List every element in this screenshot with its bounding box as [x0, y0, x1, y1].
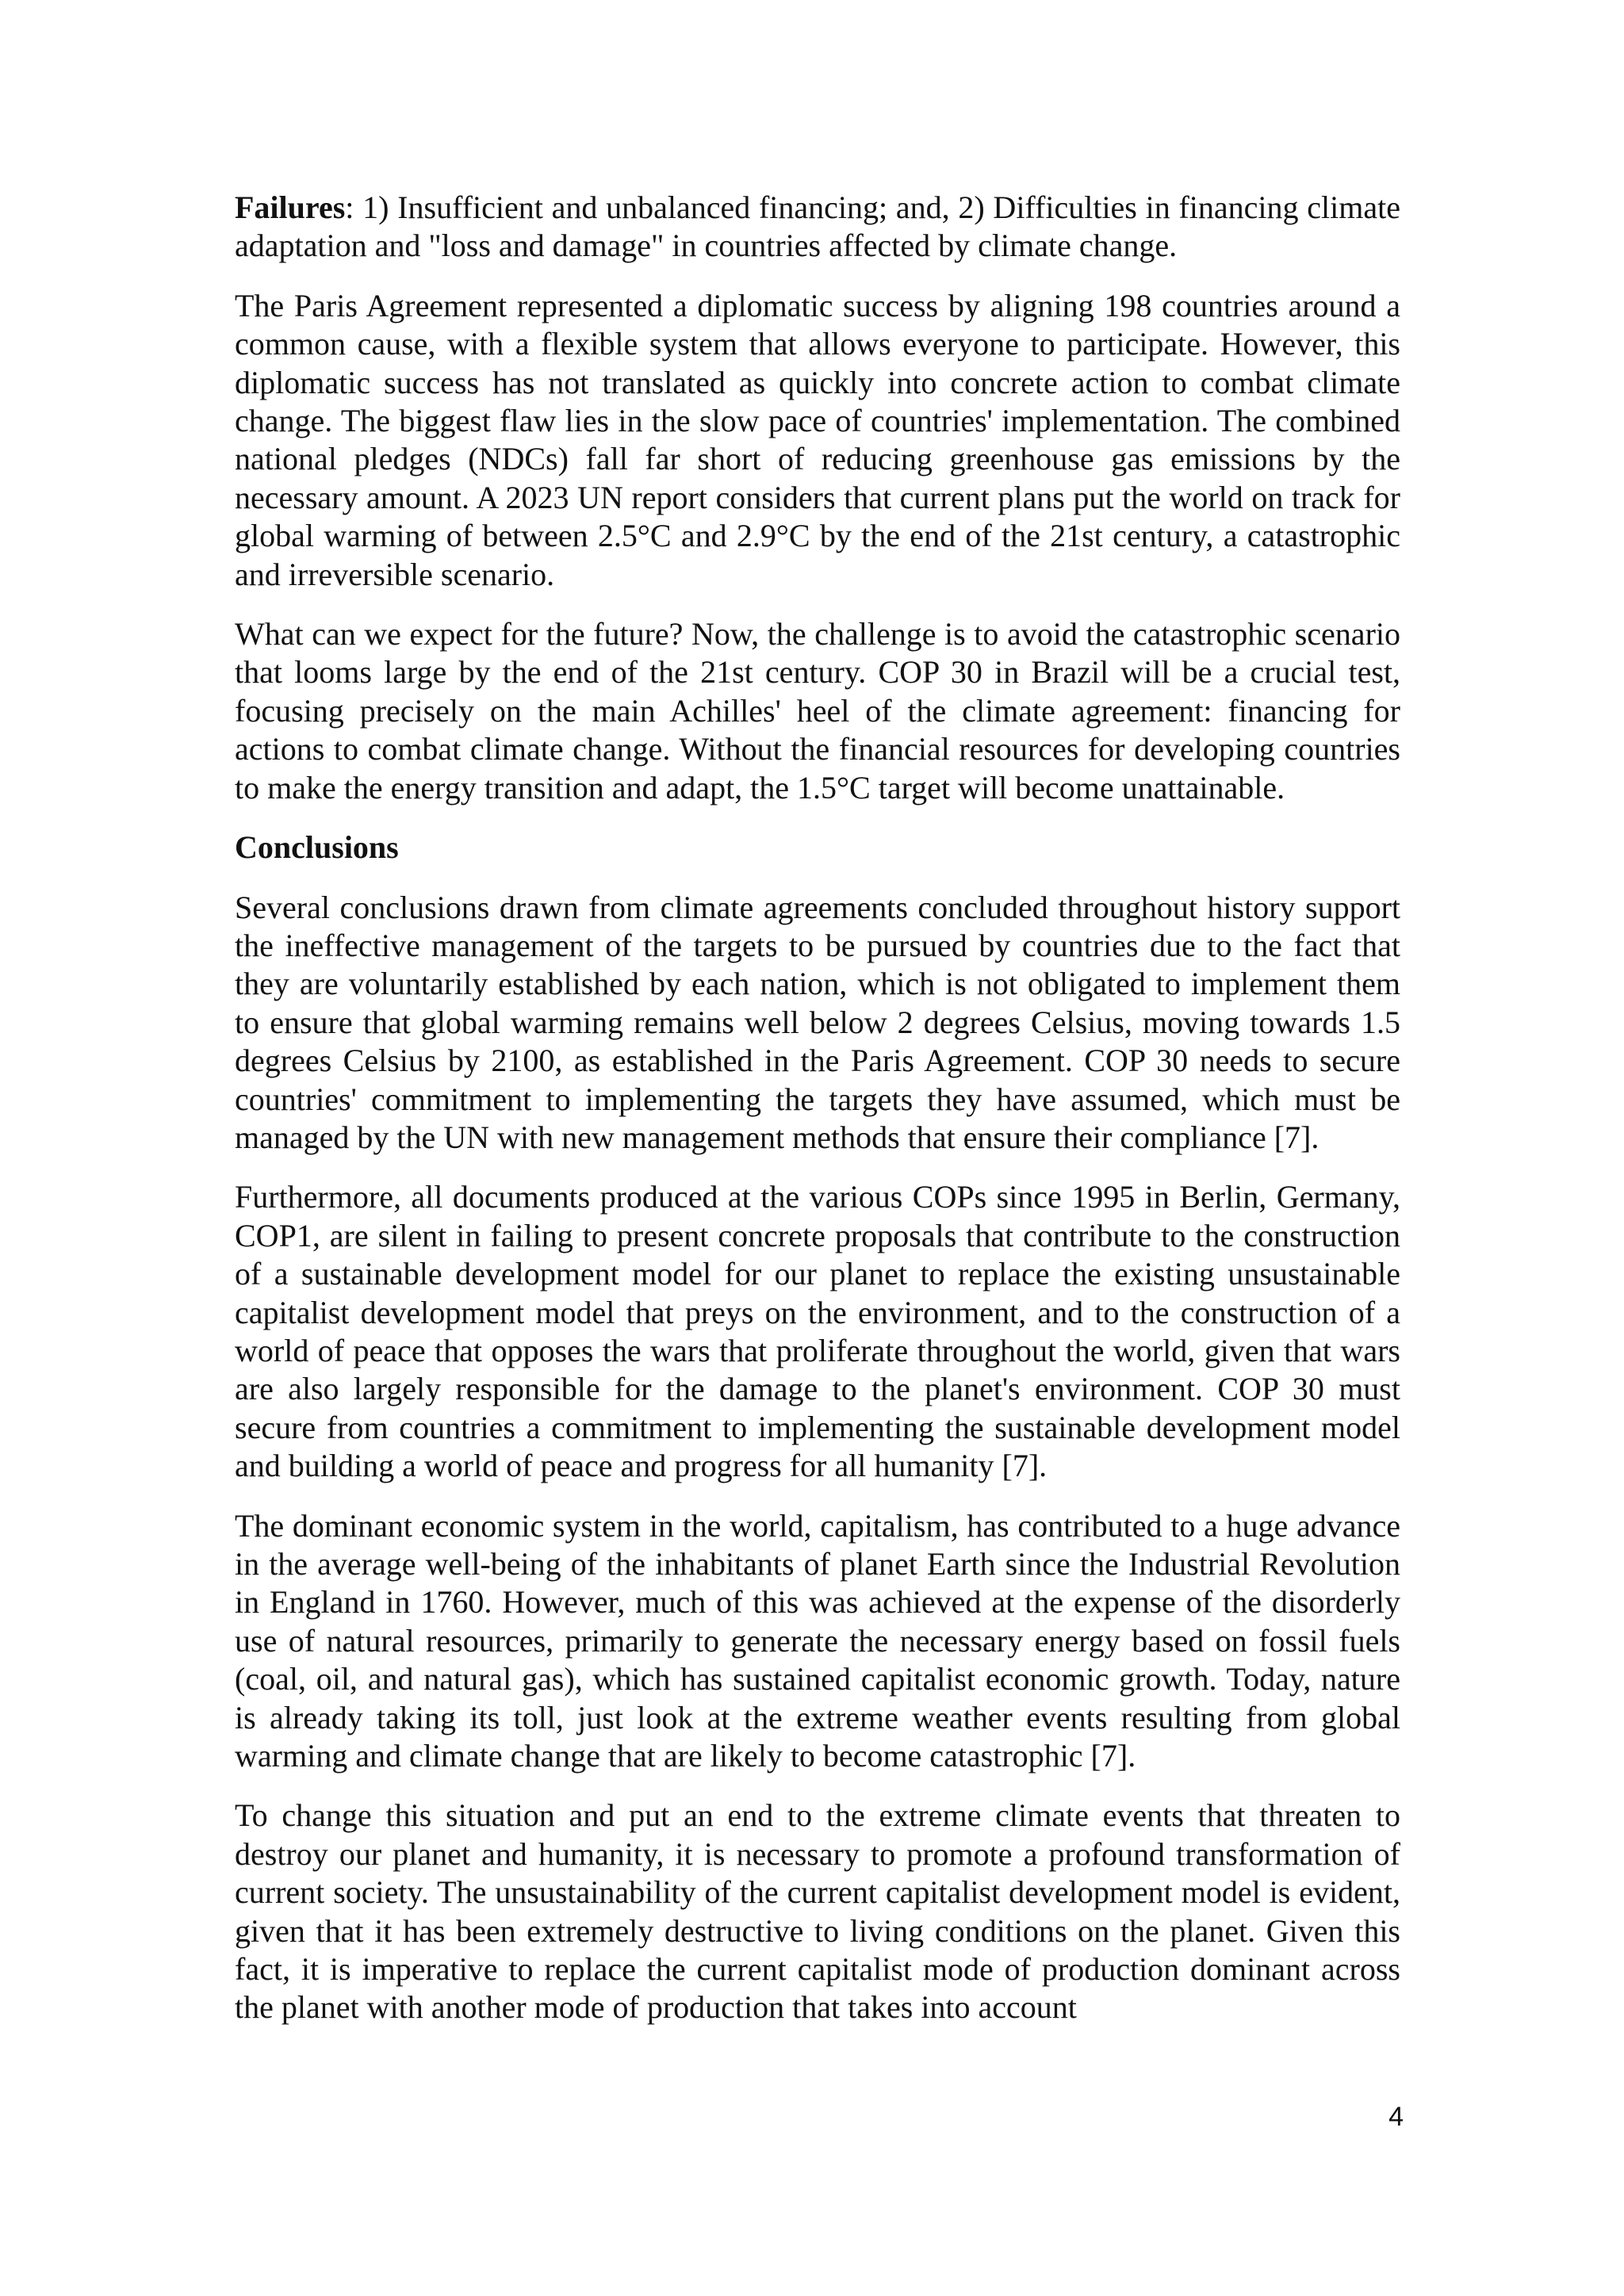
failures-label: Failures: [235, 189, 346, 225]
page-body: [235, 189, 1400, 2049]
failures-text: : 1) Insufficient and unbalanced financing; and, 2) Difficulties in financing climate adaptation and "loss and damage" in countries affected by climate change.: [235, 189, 1400, 264]
body-paragraph: Furthermore, all documents produced at the various COPs since 1995 in Berlin, Germany, COP1, are silent in failing to present concrete proposals that contribute to the construction of a sustainable development model for our planet to replace the existing unsustainable capitalist development model that preys on the environment, and to the construction of a world of peace that opposes the wars that proliferate throughout the world, given that wars are also largely responsible for the damage to the planet's environment. COP 30 must secure from countries a commitment to implementing the sustainable development model and building a world of peace and progress for all humanity [7].: [235, 1179, 1400, 1484]
body-paragraph: The dominant economic system in the world, capitalism, has contributed to a huge advance in the average well-being of the inhabitants of planet Earth since the Industrial Revolution in England in 1760. However, much of this was achieved at the expense of the disorderly use of natural resources, primarily to generate the necessary energy based on fossil fuels (coal, oil, and natural gas), which has sustained capitalist economic growth. Today, nature is already taking its toll, just look at the extreme weather events resulting from global warming and climate change that are likely to become catastrophic [7].: [235, 1507, 1400, 1774]
section-heading-conclusions: Conclusions: [235, 829, 399, 866]
failures-paragraph: [235, 189, 1400, 266]
body-paragraph: To change this situation and put an end to the extreme climate events that threaten to destroy our planet and humanity, it is necessary to promote a profound transformation of current society. The unsustainability of the current capitalist development model is evident, given that it has been extremely destructive to living conditions on the planet. Given this fact, it is imperative to replace the current capitalist mode of production dominant across the planet with another mode of production that takes into account: [235, 1797, 1400, 2026]
page-number: 4: [1388, 2102, 1404, 2132]
body-paragraph: Several conclusions drawn from climate agreements concluded throughout history support the ineffective management of the targets to be pursued by countries due to the fact that they are voluntarily established by each nation, which is not obligated to implement them to ensure that global warming remains well below 2 degrees Celsius, moving towards 1.5 degrees Celsius by 2100, as established in the Paris Agreement. COP 30 needs to secure countries' commitment to implementing the targets they have assumed, which must be managed by the UN with new management methods that ensure their compliance [7].: [235, 889, 1400, 1155]
body-paragraph: The Paris Agreement represented a diplomatic success by aligning 198 countries around a common cause, with a flexible system that allows everyone to participate. However, this diplomatic success has not translated as quickly into concrete action to combat climate change. The biggest flaw lies in the slow pace of countries' implementation. The combined national pledges (NDCs) fall far short of reducing greenhouse gas emissions by the necessary amount. A 2023 UN report considers that current plans put the world on track for global warming of between 2.5°C and 2.9°C by the end of the 21st century, a catastrophic and irreversible scenario.: [235, 287, 1400, 592]
body-paragraph: What can we expect for the future? Now, the challenge is to avoid the catastrophic scenario that looms large by the end of the 21st century. COP 30 in Brazil will be a crucial test, focusing precisely on the main Achilles' heel of the climate agreement: financing for actions to combat climate change. Without the financial resources for developing countries to make the energy transition and adapt, the 1.5°C target will become unattainable.: [235, 616, 1400, 806]
